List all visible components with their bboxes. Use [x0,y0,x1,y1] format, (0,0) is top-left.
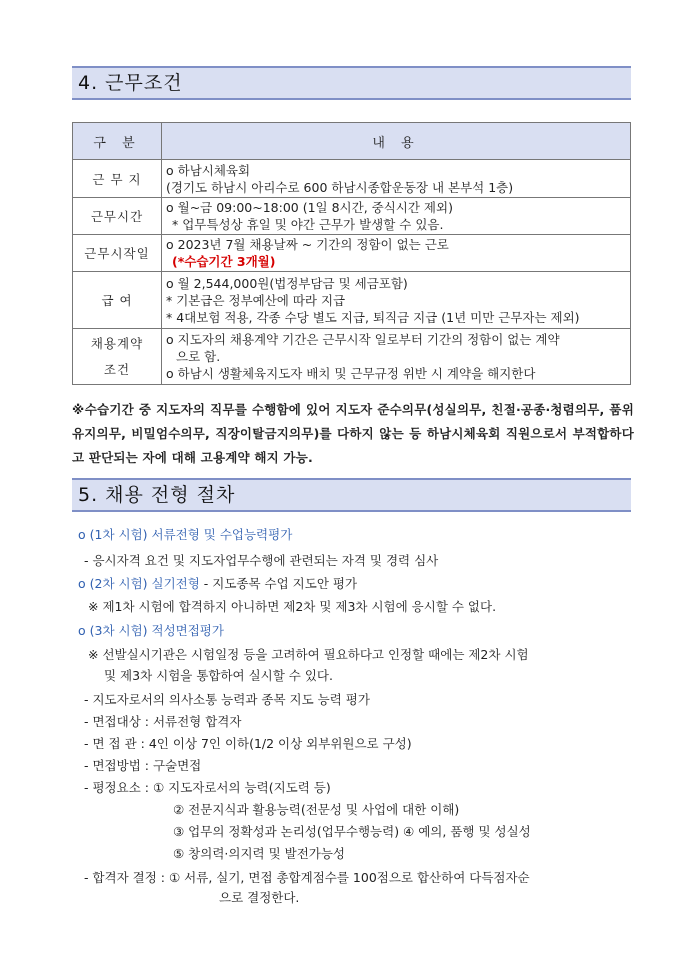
criteria-item: ⑤ 창의력·의지력 및 발전가능성 [173,846,346,861]
content-line: o 지도자의 채용계약 기간은 근무시작 일로부터 기간의 정함이 없는 계약 [166,332,560,347]
row-content [162,329,631,385]
pass-decision-line1: - 합격자 결정 : ① 서류, 실기, 면접 총합계점수를 100점으로 합산하여 다득점자순 [84,870,530,885]
content-line: 으로 함. [176,349,221,364]
content-line: o 하남시 생활체육지도자 배치 및 근무규정 위반 시 계약을 해지한다 [166,366,536,381]
list-item: - 면 접 관 : 4인 이상 7인 이하(1/2 이상 외부위원으로 구성) [84,736,412,751]
content-line: o 하남시체육회 [166,162,251,178]
section-5-title: 5. 채용 전형 절차 [78,484,236,506]
section-4-header [72,66,631,100]
row-content [162,235,631,272]
table-row [73,160,631,198]
content-line: o 월 2,544,000원(법정부담금 및 세금포함) [166,275,408,291]
step2-tail: - 지도종목 수업 지도안 평가 [199,576,358,591]
row-label [73,329,162,385]
list-item: - 면접방법 : 구술면접 [84,758,202,773]
label-line: 조건 [103,361,131,377]
list-item: - 지도자로서의 의사소통 능력과 종목 지도 능력 평가 [84,692,370,707]
table-row [73,235,631,272]
step3-note-line2: 및 제3차 시험을 통합하여 실시할 수 있다. [104,668,333,683]
content-line: o 2023년 7월 채용날짜 ~ 기간의 정함이 없는 근로 [166,237,449,252]
label-line: 채용계약 [90,335,144,351]
row-label: 근 무 지 [73,160,162,198]
table-row [73,198,631,235]
list-item: - 면접대상 : 서류전형 합격자 [84,714,242,729]
content-line: * 업무특성상 휴일 및 야간 근무가 발생할 수 있음. [172,217,444,232]
probation-note: (*수습기간 3개월) [172,254,276,269]
probation-warning-note: ※수습기간 중 지도자의 직무를 수행함에 있어 지도자 준수의무(성실의무, 친절·공종·청렴의무, 품위유지의무, 비밀엄수의무, 직장이탈금지의무)를 다하지 않는 등 하남시체육회 직원으로서 부적합하다고 판단되는 자에 대해 고용계약 해지 가능. [72,402,634,465]
row-content [162,160,631,198]
work-conditions-table [72,122,631,385]
content-line: * 기본급은 정부예산에 따라 지급 [166,292,346,308]
row-label: 근무시간 [73,198,162,235]
step1-desc: - 응시자격 요건 및 지도자업무수행에 관련되는 자격 및 경력 심사 [84,553,439,568]
pass-decision-line2: 으로 결정한다. [219,890,300,905]
step3-title: o (3차 시험) 적성면접평가 [78,623,224,638]
row-label: 급 여 [73,272,162,329]
content-line: * 4대보험 적용, 각종 수당 별도 지급, 퇴직금 지급 (1년 미만 근무자는 제외) [166,309,580,325]
row-label: 근무시작일 [73,235,162,272]
step2-line [78,575,357,593]
header-category: 구 분 [73,123,162,160]
step2-title: o (2차 시험) 실기전형 [78,576,200,591]
header-content: 내 용 [162,123,631,160]
content-line: o 월~금 09:00~18:00 (1일 8시간, 중식시간 제외) [166,200,453,215]
list-item: - 평정요소 : ① 지도자로서의 능력(지도력 등) [84,780,331,795]
row-content [162,198,631,235]
row-content [162,272,631,329]
step1-title: o (1차 시험) 서류전형 및 수업능력평가 [78,527,293,542]
step2-note: ※ 제1차 시험에 합격하지 아니하면 제2차 및 제3차 시험에 응시할 수 없다. [88,599,497,614]
section-5-header [72,478,631,512]
table-row [73,272,631,329]
step3-note-line1: ※ 선발실시기관은 시험일정 등을 고려하여 필요하다고 인정할 때에는 제2차 시험 [88,647,529,662]
section-4-title: 4. 근무조건 [78,72,183,94]
criteria-item: ③ 업무의 정확성과 논리성(업무수행능력) ④ 예의, 품행 및 성실성 [173,824,531,839]
table-header-row [73,123,631,160]
content-line: (경기도 하남시 아리수로 600 하남시종합운동장 내 본부석 1층) [166,179,514,195]
table-row [73,329,631,385]
criteria-item: ② 전문지식과 활용능력(전문성 및 사업에 대한 이해) [173,802,460,817]
